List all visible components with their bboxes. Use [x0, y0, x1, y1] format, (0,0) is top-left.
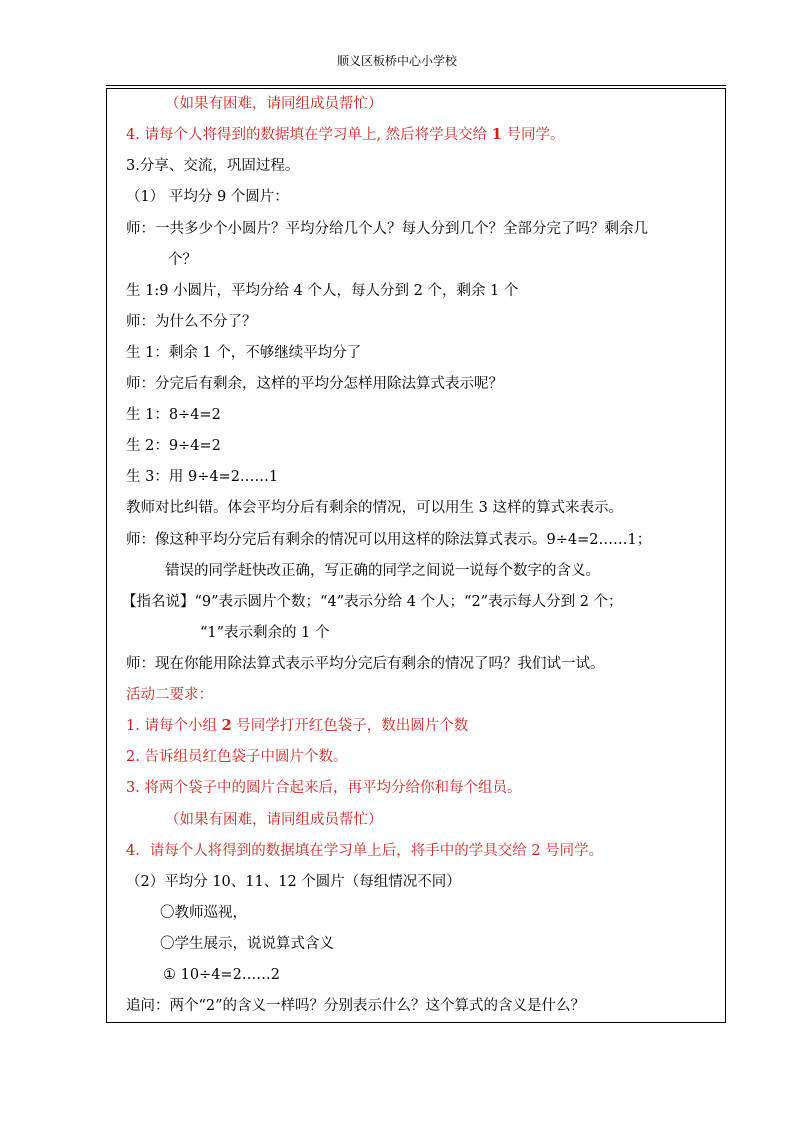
text-line: 师：现在你能用除法算式表示平均分完后有剩余的情况了吗？我们试一试。 [126, 656, 605, 672]
header-rule [106, 85, 726, 86]
text-line: ① 10÷4=2……2 [163, 967, 281, 983]
text-line: 4. 请每个人将得到的数据填在学习单上, 然后将学具交给 1 号同学。 [126, 126, 565, 143]
text-line: 错误的同学赶快改正确，写正确的同学之间说一说每个数字的含义。 [165, 563, 600, 579]
text-line: 师：一共多少个小圆片？平均分给几个人？每人分到几个？全部分完了吗？剩余几 [126, 221, 648, 237]
text-line: 师：为什么不分了？ [126, 314, 257, 330]
text-line: 教师对比纠错。体会平均分后有剩余的情况，可以用生 3 这样的算式来表示。 [126, 500, 623, 516]
text-line: 生 1：剩余 1 个，不够继续平均分了 [126, 345, 362, 361]
text-line: 生 3：用 9÷4=2……1 [126, 469, 279, 485]
header-school-name: 顺义区板桥中心小学校 [336, 54, 457, 68]
text-line: 生 1：8÷4=2 [126, 407, 221, 423]
text-line: 【指名说】“9”表示圆片个数；“4”表示分给 4 个人；“2”表示每人分到 2 个； [122, 594, 623, 610]
text-line: 〇教师巡视， [160, 905, 247, 921]
text-line: “1”表示剩余的 1 个 [200, 625, 330, 641]
text-line: 2. 告诉组员红色袋子中圆片个数。 [126, 749, 348, 765]
text-line: 3. 将两个袋子中的圆片合起来后，再平均分给你和每个组员。 [126, 780, 522, 796]
text-line: 师：像这种平均分完后有剩余的情况可以用这样的除法算式表示。9÷4=2……1； [126, 532, 652, 548]
text-line: 活动二要求： [126, 687, 213, 703]
text-line: 师：分完后有剩余，这样的平均分怎样用除法算式表示呢？ [126, 376, 503, 392]
text-line: （1） 平均分 9 个圆片： [126, 189, 289, 205]
text-line: 1. 请每个小组 2 号同学打开红色袋子，数出圆片个数 [126, 717, 469, 734]
text-line: 生 2：9÷4=2 [126, 438, 221, 454]
text-line: 个？ [168, 252, 197, 268]
text-line: （2）平均分 10、11、12 个圆片（每组情况不同） [126, 874, 461, 890]
text-line: 生 1:9 小圆片，平均分给 4 个人，每人分到 2 个，剩余 1 个 [126, 283, 519, 299]
text-line: 〇学生展示，说说算式含义 [160, 936, 334, 952]
text-line: （如果有困难，请同组成员帮忙） [165, 812, 383, 828]
text-line: 追问：两个“2”的含义一样吗？分别表示什么？这个算式的含义是什么？ [126, 998, 586, 1014]
text-line: 4．请每个人将得到的数据填在学习单上后，将手中的学具交给 2 号同学。 [126, 843, 604, 859]
text-line: 3.分享、交流，巩固过程。 [126, 158, 300, 174]
text-line: （如果有困难，请同组成员帮忙） [165, 96, 383, 112]
